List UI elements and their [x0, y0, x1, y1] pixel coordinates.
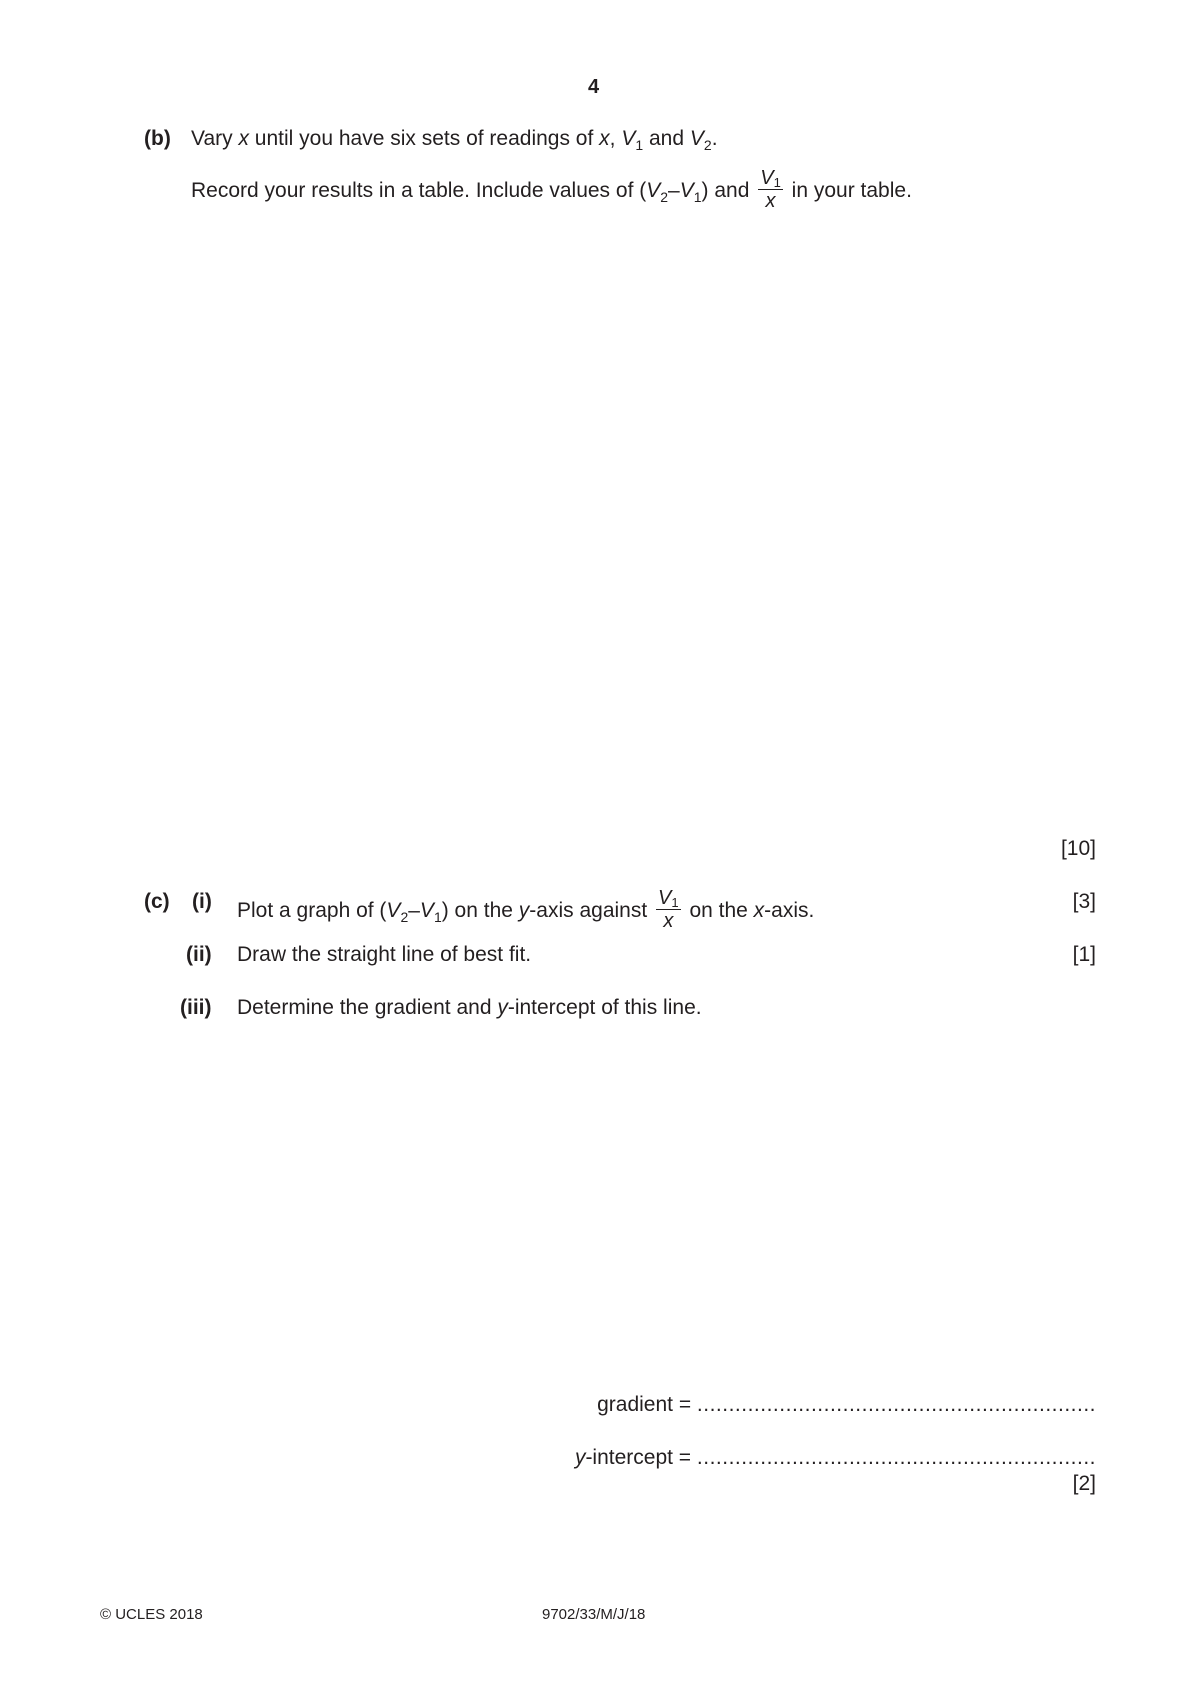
- fraction-v1-over-x: $\frac{V_1}{x}$: [658, 887, 679, 932]
- working-space[interactable]: [140, 1040, 1100, 1370]
- intercept-answer: y-intercept = ...............................................................: [574, 1446, 1096, 1469]
- part-b-instruction-1: Vary x until you have six sets of readings of x, $V_1$ and $V_2$.: [191, 127, 718, 153]
- part-b-instruction-2: Record your results in a table. Include values of $(V_2-V_1)$ and $\frac{V_1}{x}$ in your table.: [191, 167, 912, 212]
- intercept-label: -intercept =: [585, 1446, 697, 1469]
- page-number: 4: [588, 76, 600, 98]
- part-c-ii-marks: [1]: [1072, 943, 1096, 966]
- part-c-ii-label: (ii): [186, 943, 212, 966]
- gradient-answer: [597, 1393, 1096, 1417]
- part-c-iii-marks: [2]: [1072, 1472, 1096, 1495]
- part-c-iii-label: (iii): [180, 996, 212, 1019]
- part-c-i-label: (i): [192, 890, 212, 913]
- fraction-v1-over-x: $\frac{V_1}{x}$: [760, 167, 781, 212]
- part-c-i-instruction: Plot a graph of $(V_2-V_1)$ on the y-axis against $\frac{V_1}{x}$ on the x-axis.: [237, 887, 815, 932]
- intercept-answer-line[interactable]: ...............................................................: [696, 1446, 1096, 1469]
- gradient-answer-line[interactable]: ...............................................................: [696, 1393, 1096, 1416]
- part-c-iii-instruction: Determine the gradient and y-intercept of this line.: [237, 996, 702, 1019]
- part-c-label: (c): [144, 890, 170, 913]
- footer-copyright: © UCLES 2018: [100, 1606, 203, 1623]
- part-b-marks: [10]: [1060, 837, 1096, 860]
- footer-code: 9702/33/M/J/18: [542, 1606, 646, 1623]
- table-answer-space[interactable]: [140, 220, 1100, 820]
- part-c-i-marks: [3]: [1072, 890, 1096, 913]
- gradient-label: gradient =: [597, 1393, 697, 1416]
- part-b-label: (b): [144, 127, 171, 150]
- part-c-ii-instruction: Draw the straight line of best fit.: [237, 943, 532, 966]
